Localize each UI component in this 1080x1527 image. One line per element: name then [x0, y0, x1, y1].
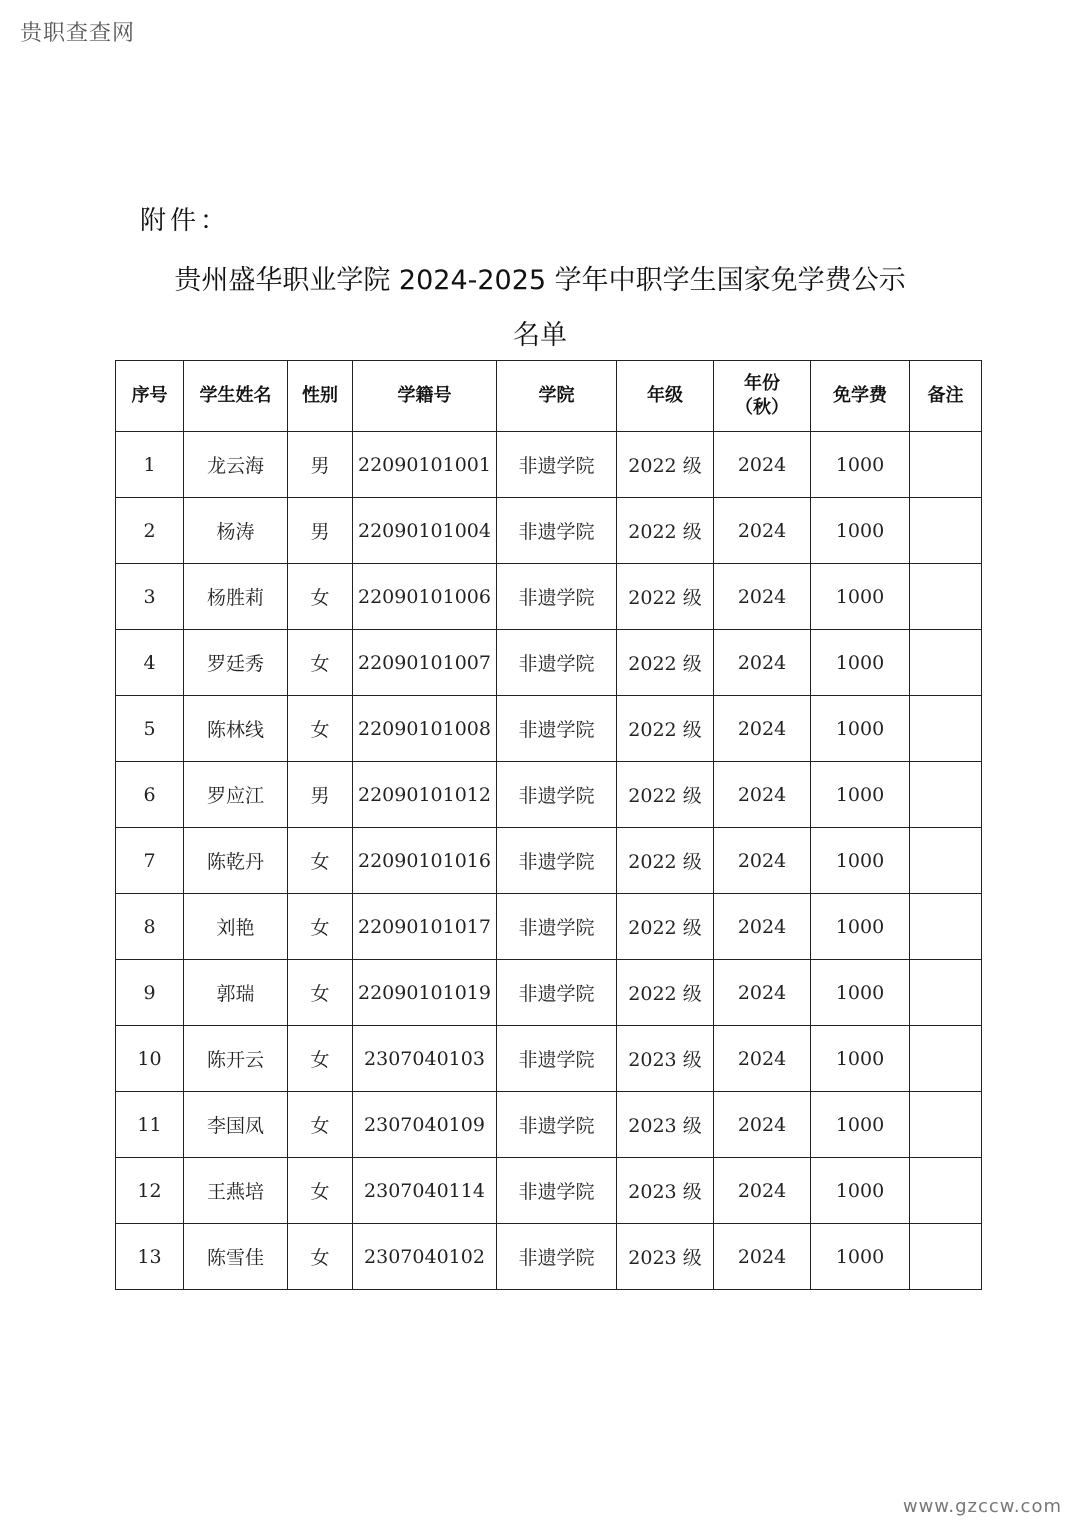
cell-college: 非遗学院: [497, 630, 617, 696]
cell-college: 非遗学院: [497, 696, 617, 762]
cell-gender: 女: [288, 696, 353, 762]
cell-index: 1: [116, 432, 184, 498]
cell-grade: 2022 级: [617, 894, 714, 960]
cell-gender: 女: [288, 828, 353, 894]
cell-gender: 女: [288, 960, 353, 1026]
cell-index: 3: [116, 564, 184, 630]
table-row: [116, 762, 982, 828]
cell-year: 2024: [714, 630, 811, 696]
table-row: [116, 960, 982, 1026]
cell-college: 非遗学院: [497, 1158, 617, 1224]
cell-gender: 女: [288, 1224, 353, 1290]
cell-name: 龙云海: [184, 432, 288, 498]
cell-name: 陈乾丹: [184, 828, 288, 894]
cell-year: 2024: [714, 828, 811, 894]
cell-fee: 1000: [811, 1092, 910, 1158]
cell-grade: 2022 级: [617, 498, 714, 564]
cell-year: 2024: [714, 894, 811, 960]
attachment-label: 附件：: [140, 206, 231, 236]
cell-gender: 男: [288, 762, 353, 828]
cell-name: 陈开云: [184, 1026, 288, 1092]
table-row: [116, 630, 982, 696]
cell-grade: 2022 级: [617, 564, 714, 630]
site-watermark: 贵职查查网: [20, 21, 136, 46]
header-fee: 免学费: [811, 361, 910, 432]
cell-index: 7: [116, 828, 184, 894]
header-college: 学院: [497, 361, 617, 432]
cell-student-id: 22090101001: [353, 432, 497, 498]
cell-fee: 1000: [811, 630, 910, 696]
cell-remark: [910, 432, 982, 498]
cell-college: 非遗学院: [497, 498, 617, 564]
cell-year: 2024: [714, 1092, 811, 1158]
cell-name: 郭瑞: [184, 960, 288, 1026]
cell-remark: [910, 696, 982, 762]
cell-grade: 2023 级: [617, 1158, 714, 1224]
cell-index: 2: [116, 498, 184, 564]
cell-college: 非遗学院: [497, 432, 617, 498]
cell-grade: 2022 级: [617, 828, 714, 894]
cell-name: 刘艳: [184, 894, 288, 960]
cell-name: 杨胜莉: [184, 564, 288, 630]
cell-remark: [910, 630, 982, 696]
cell-year: 2024: [714, 762, 811, 828]
header-year-line-1: 年份: [744, 372, 780, 394]
cell-index: 5: [116, 696, 184, 762]
cell-student-id: 22090101004: [353, 498, 497, 564]
cell-fee: 1000: [811, 696, 910, 762]
cell-fee: 1000: [811, 828, 910, 894]
cell-remark: [910, 1092, 982, 1158]
table-row: [116, 1092, 982, 1158]
cell-fee: 1000: [811, 564, 910, 630]
cell-name: 罗廷秀: [184, 630, 288, 696]
cell-student-id: 22090101016: [353, 828, 497, 894]
cell-grade: 2022 级: [617, 762, 714, 828]
cell-gender: 女: [288, 1092, 353, 1158]
cell-college: 非遗学院: [497, 762, 617, 828]
cell-student-id: 22090101012: [353, 762, 497, 828]
cell-name: 陈雪佳: [184, 1224, 288, 1290]
cell-year: 2024: [714, 1026, 811, 1092]
header-year: [714, 361, 811, 432]
cell-fee: 1000: [811, 1026, 910, 1092]
cell-remark: [910, 828, 982, 894]
table-row: [116, 564, 982, 630]
cell-name: 王燕培: [184, 1158, 288, 1224]
table-row: [116, 1026, 982, 1092]
cell-remark: [910, 960, 982, 1026]
cell-remark: [910, 498, 982, 564]
cell-name: 陈林线: [184, 696, 288, 762]
cell-remark: [910, 1026, 982, 1092]
fee-waiver-table: [115, 360, 982, 1290]
cell-fee: 1000: [811, 1224, 910, 1290]
cell-remark: [910, 1158, 982, 1224]
table-header-row: [116, 361, 982, 432]
cell-fee: 1000: [811, 432, 910, 498]
cell-gender: 女: [288, 1026, 353, 1092]
cell-grade: 2022 级: [617, 432, 714, 498]
cell-name: 罗应江: [184, 762, 288, 828]
cell-college: 非遗学院: [497, 960, 617, 1026]
table-row: [116, 1158, 982, 1224]
cell-remark: [910, 762, 982, 828]
header-gender: 性别: [288, 361, 353, 432]
cell-student-id: 22090101019: [353, 960, 497, 1026]
cell-index: 6: [116, 762, 184, 828]
table-row: [116, 894, 982, 960]
cell-college: 非遗学院: [497, 894, 617, 960]
cell-year: 2024: [714, 432, 811, 498]
cell-college: 非遗学院: [497, 1092, 617, 1158]
cell-name: 李国凤: [184, 1092, 288, 1158]
cell-student-id: 22090101006: [353, 564, 497, 630]
cell-college: 非遗学院: [497, 1224, 617, 1290]
cell-gender: 男: [288, 498, 353, 564]
cell-student-id: 22090101007: [353, 630, 497, 696]
cell-name: 杨涛: [184, 498, 288, 564]
cell-index: 4: [116, 630, 184, 696]
cell-student-id: 2307040103: [353, 1026, 497, 1092]
cell-fee: 1000: [811, 960, 910, 1026]
cell-student-id: 2307040102: [353, 1224, 497, 1290]
cell-student-id: 22090101017: [353, 894, 497, 960]
document-title-line-2: 名单: [513, 320, 567, 351]
table-row: [116, 828, 982, 894]
cell-index: 12: [116, 1158, 184, 1224]
cell-year: 2024: [714, 960, 811, 1026]
table-row: [116, 1224, 982, 1290]
header-remark: 备注: [910, 361, 982, 432]
site-url-watermark: www.gzccw.com: [902, 1496, 1062, 1517]
header-name: 学生姓名: [184, 361, 288, 432]
cell-student-id: 22090101008: [353, 696, 497, 762]
cell-year: 2024: [714, 1158, 811, 1224]
cell-grade: 2023 级: [617, 1092, 714, 1158]
cell-index: 8: [116, 894, 184, 960]
cell-grade: 2022 级: [617, 630, 714, 696]
header-index: 序号: [116, 361, 184, 432]
cell-fee: 1000: [811, 498, 910, 564]
header-grade: 年级: [617, 361, 714, 432]
cell-remark: [910, 894, 982, 960]
cell-index: 10: [116, 1026, 184, 1092]
table-row: [116, 498, 982, 564]
cell-year: 2024: [714, 564, 811, 630]
cell-year: 2024: [714, 1224, 811, 1290]
cell-grade: 2023 级: [617, 1224, 714, 1290]
cell-gender: 女: [288, 1158, 353, 1224]
cell-index: 11: [116, 1092, 184, 1158]
cell-college: 非遗学院: [497, 564, 617, 630]
cell-grade: 2023 级: [617, 1026, 714, 1092]
cell-year: 2024: [714, 696, 811, 762]
header-year-line-2: （秋）: [735, 397, 789, 418]
cell-student-id: 2307040109: [353, 1092, 497, 1158]
cell-remark: [910, 1224, 982, 1290]
cell-index: 9: [116, 960, 184, 1026]
cell-college: 非遗学院: [497, 1026, 617, 1092]
cell-fee: 1000: [811, 762, 910, 828]
cell-gender: 男: [288, 432, 353, 498]
cell-gender: 女: [288, 564, 353, 630]
cell-fee: 1000: [811, 894, 910, 960]
cell-remark: [910, 564, 982, 630]
cell-year: 2024: [714, 498, 811, 564]
cell-grade: 2022 级: [617, 960, 714, 1026]
cell-student-id: 2307040114: [353, 1158, 497, 1224]
table-row: [116, 432, 982, 498]
cell-gender: 女: [288, 894, 353, 960]
cell-index: 13: [116, 1224, 184, 1290]
cell-gender: 女: [288, 630, 353, 696]
cell-fee: 1000: [811, 1158, 910, 1224]
cell-grade: 2022 级: [617, 696, 714, 762]
table-row: [116, 696, 982, 762]
header-student-id: 学籍号: [353, 361, 497, 432]
document-title-line-1: 贵州盛华职业学院 2024-2025 学年中职学生国家免学费公示: [174, 265, 906, 296]
cell-college: 非遗学院: [497, 828, 617, 894]
